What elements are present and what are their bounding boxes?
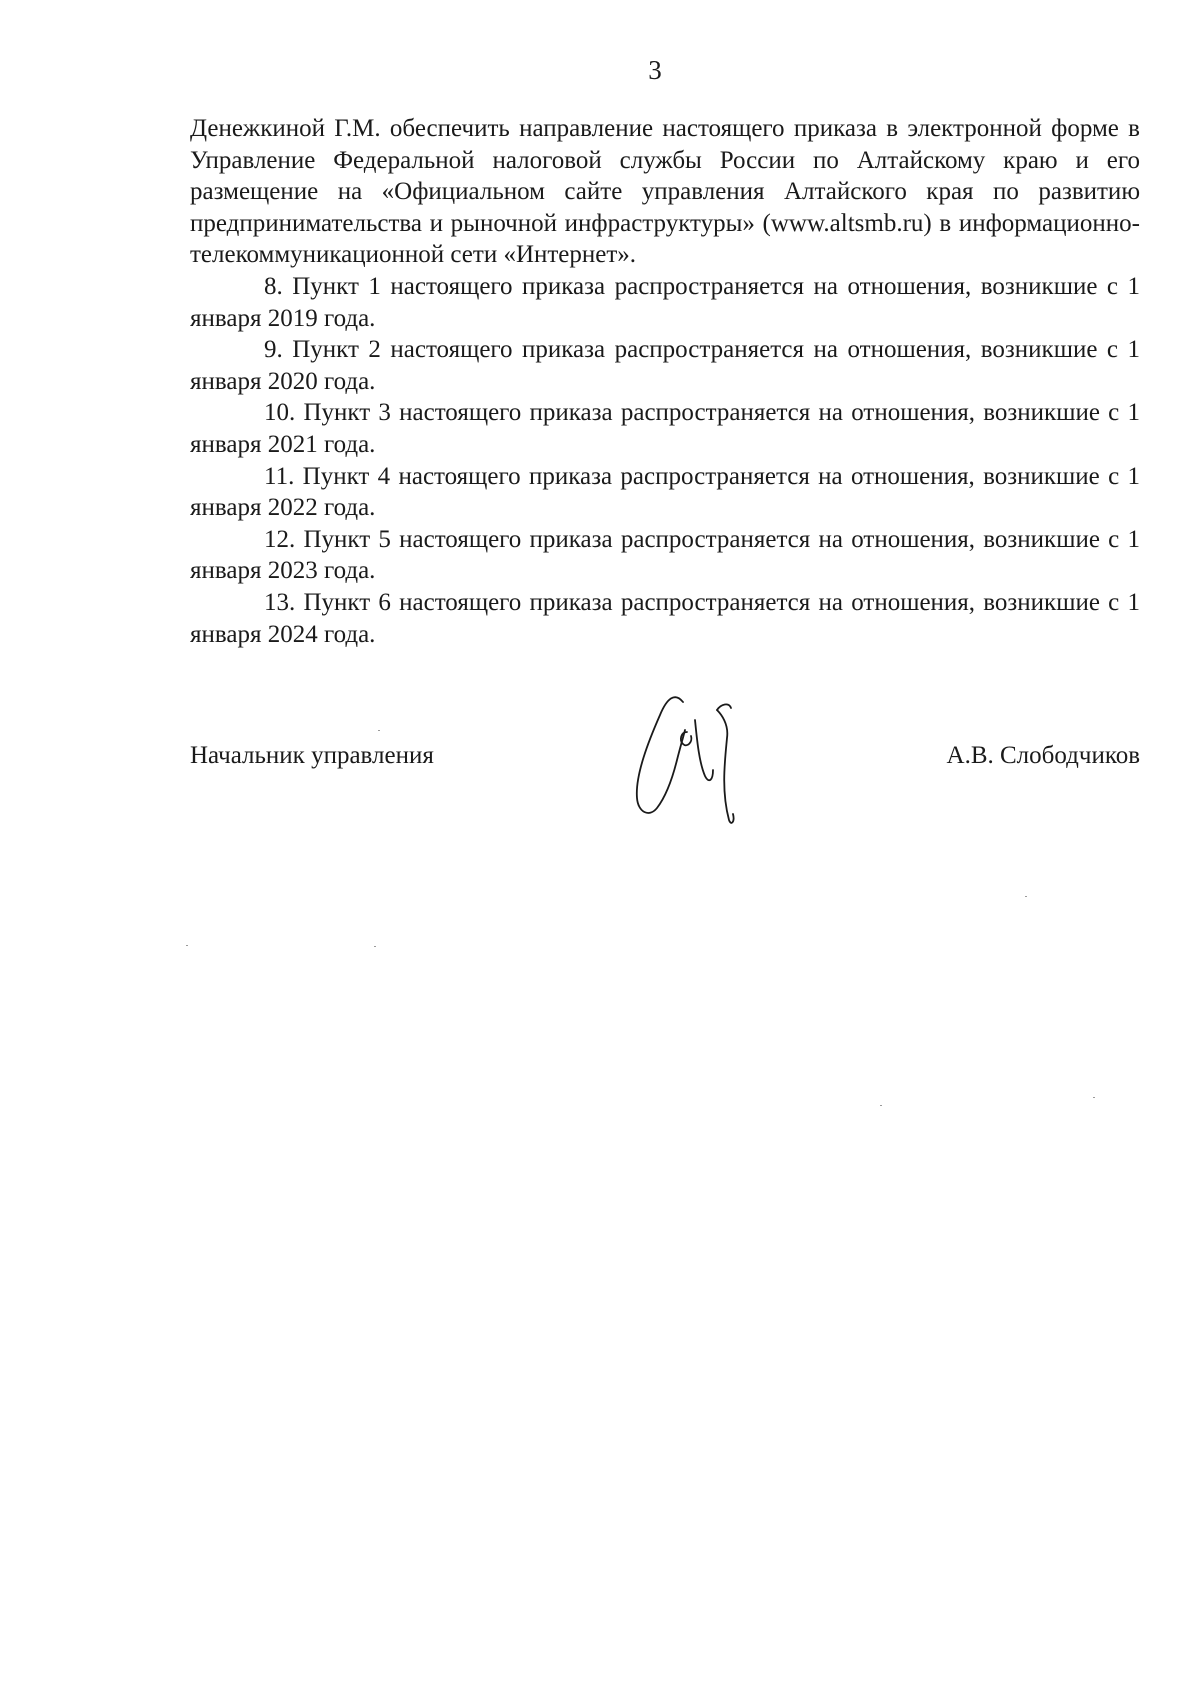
position-title: Начальник управления [190, 742, 434, 769]
scan-speck [378, 730, 380, 731]
paragraph-continuation: Денежкиной Г.М. обеспечить направление настоящего приказа в электронной форме в Управление Федеральной налоговой службы России по Алтайскому краю и его размещение на «Официальном сайте управления Алтайского края по развитию предпринимательства и рыночной инфраструктуры» (www.altsmb.ru) в информационно-телекоммуникационной сети «Интернет». [190, 115, 1140, 269]
paragraph-item-12: 12. Пункт 5 настоящего приказа распространяется на отношения, возникшие с 1 января 2023 года. [190, 525, 1140, 585]
scan-speck [374, 946, 376, 947]
scan-speck [1093, 1097, 1095, 1098]
paragraph-item-11: 11. Пункт 4 настоящего приказа распространяется на отношения, возникшие с 1 января 2022 года. [190, 462, 1140, 522]
paragraph-item-9: 9. Пункт 2 настоящего приказа распространяется на отношения, возникшие с 1 января 2020 года. [190, 336, 1140, 395]
scan-speck [880, 1105, 882, 1106]
handwritten-signature-icon [625, 680, 765, 830]
signer-name: А.В. Слободчиков [946, 742, 1140, 769]
paragraph-item-8: 8. Пункт 1 настоящего приказа распространяется на отношения, возникшие с 1 января 2019 года. [190, 272, 1140, 332]
scan-speck [186, 945, 188, 946]
paragraph-item-13: 13. Пункт 6 настоящего приказа распространяется на отношения, возникшие с 1 января 2024 года. [190, 588, 1140, 648]
page-number: 3 [648, 55, 662, 85]
paragraph-item-10: 10. Пункт 3 настоящего приказа распространяется на отношения, возникшие с 1 января 2021 года. [190, 399, 1140, 458]
document-body [190, 113, 1140, 650]
scan-speck [1025, 896, 1027, 897]
